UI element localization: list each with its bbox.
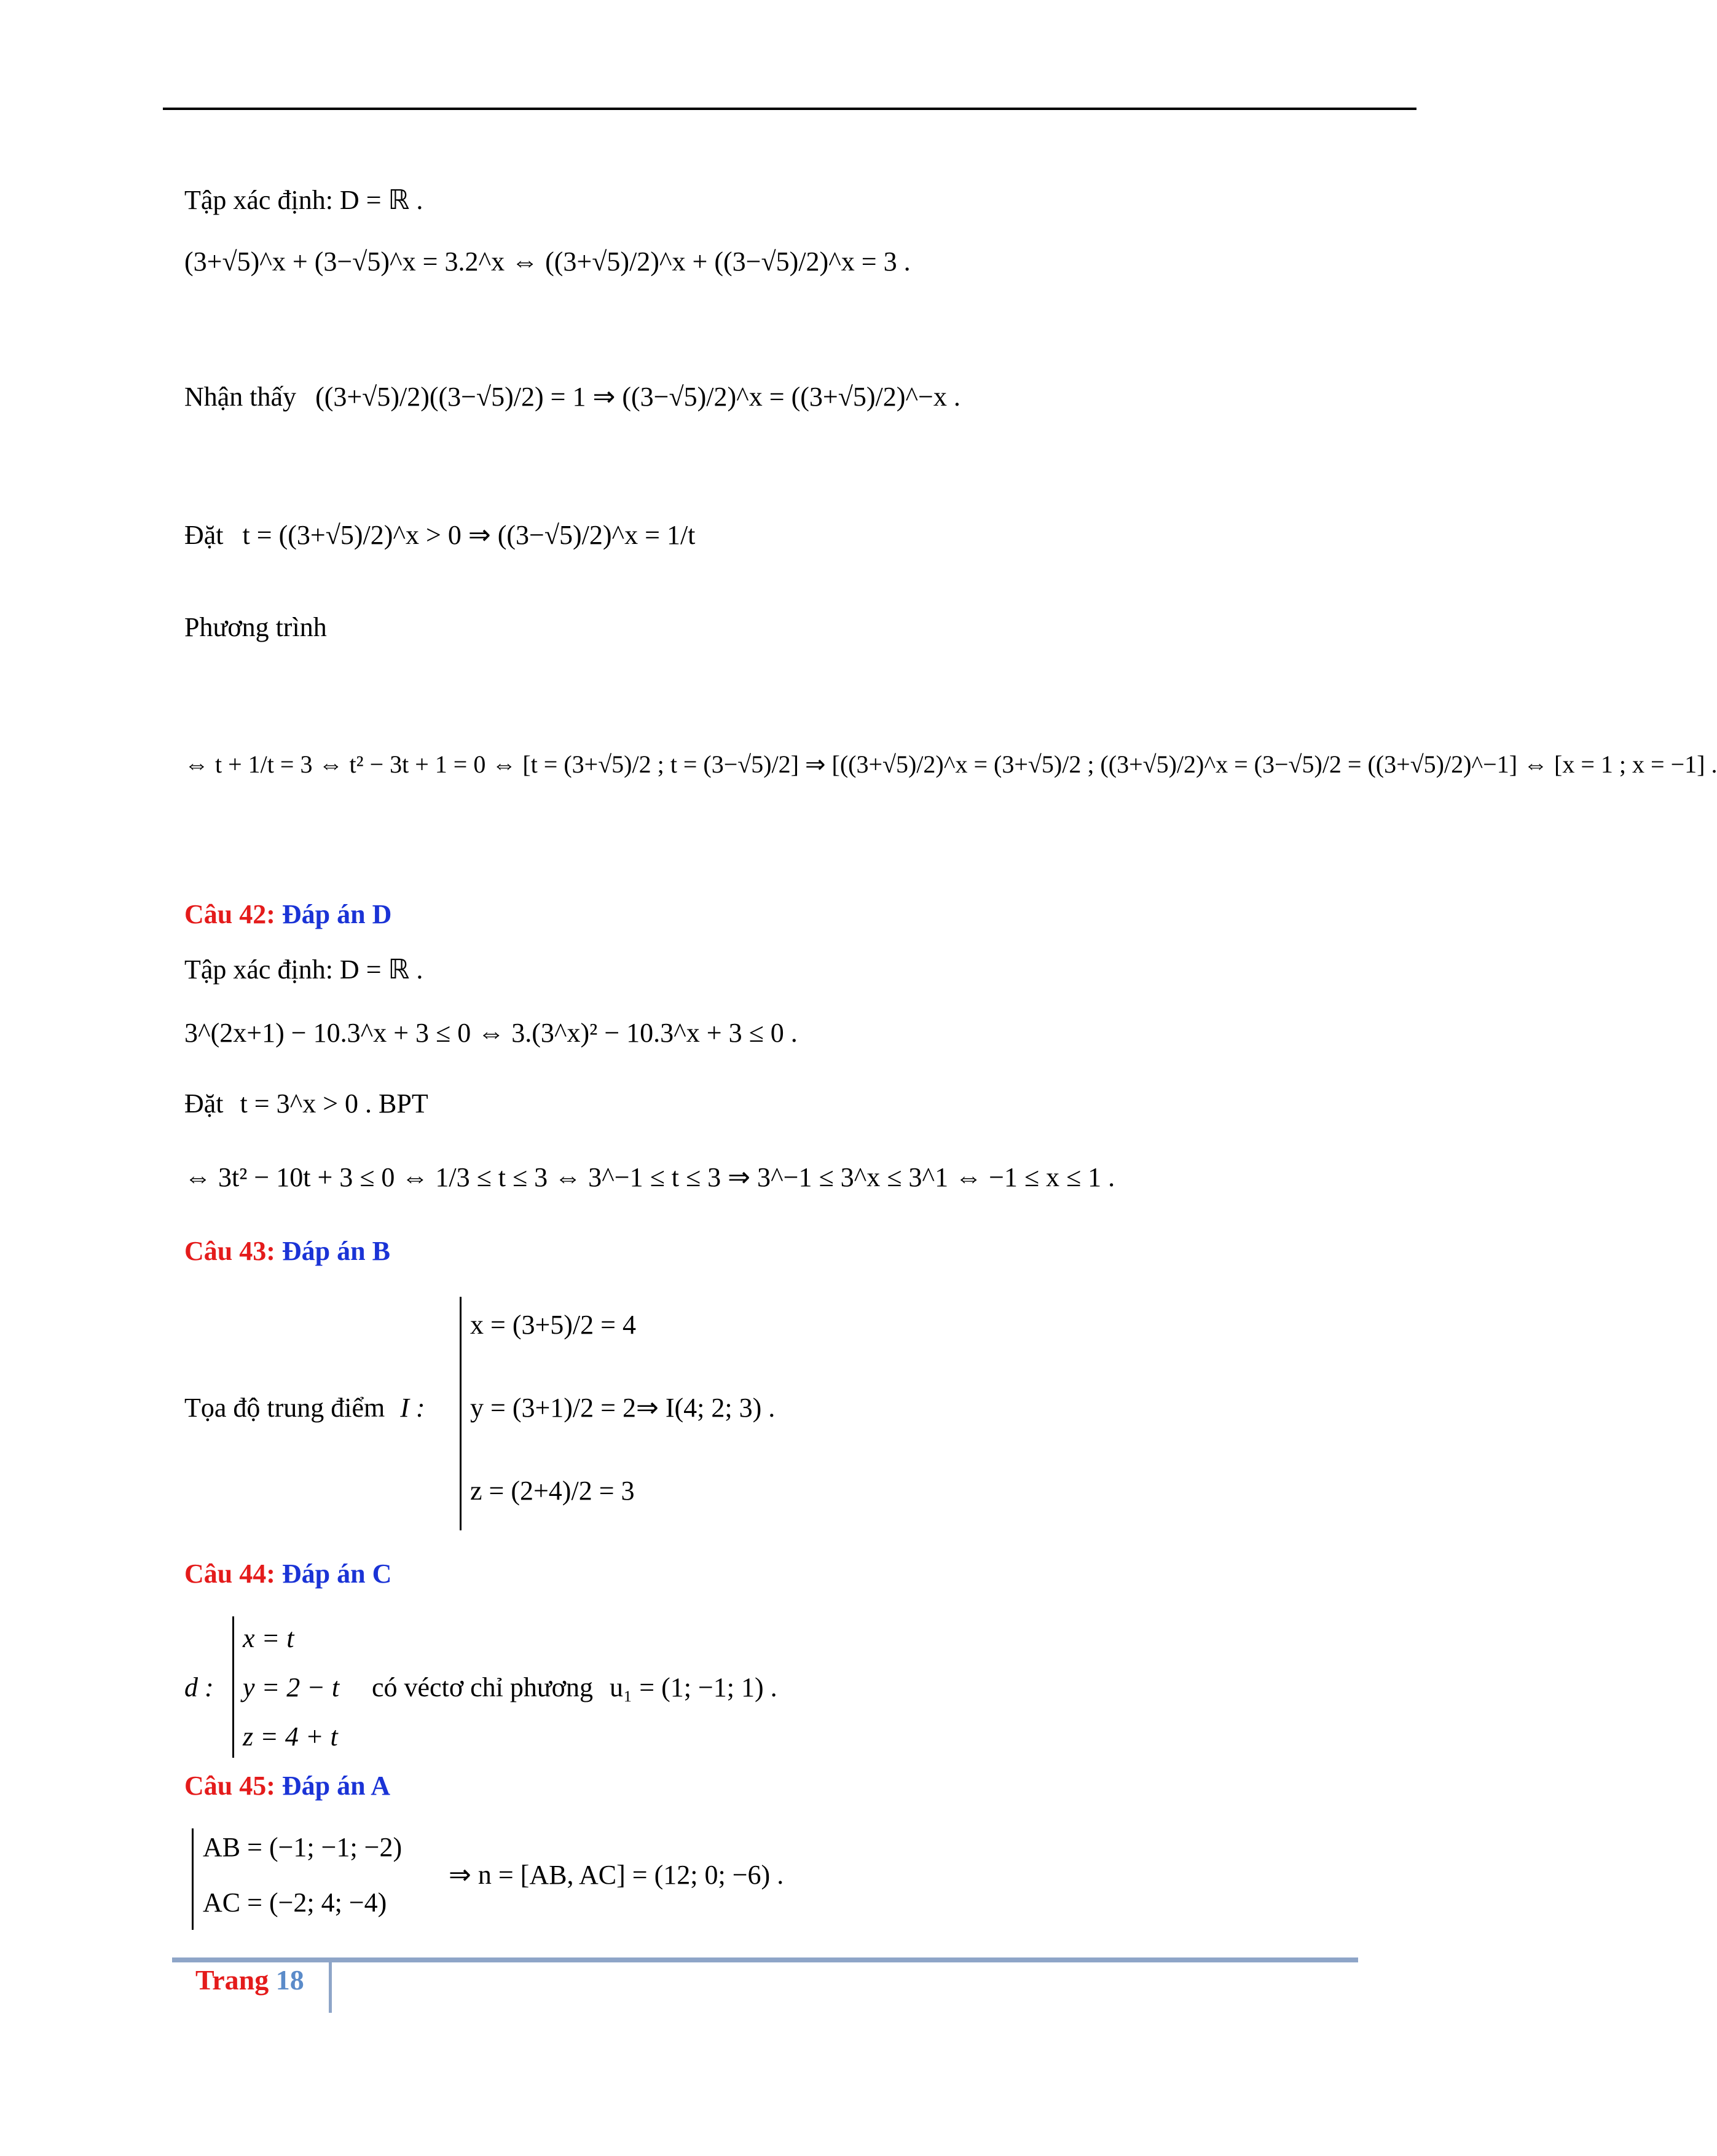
question-43-number: Câu 43: bbox=[184, 1236, 275, 1266]
footer-label: Trang bbox=[195, 1964, 269, 1996]
q42-domain-line bbox=[184, 954, 423, 985]
question-45-answer: Đáp án A bbox=[281, 1771, 390, 1801]
q43-system-brace bbox=[460, 1297, 462, 1530]
q42-substitution bbox=[184, 1088, 428, 1119]
q45-system-brace bbox=[192, 1828, 194, 1930]
q43-point-label: I : bbox=[400, 1393, 425, 1423]
q44-x-eq bbox=[243, 1623, 294, 1654]
q43-x-eq bbox=[470, 1309, 636, 1340]
q45-ab bbox=[203, 1831, 402, 1863]
q45-result-text: ⇒ n = [AB, AC] = (12; 0; −6) . bbox=[449, 1860, 784, 1890]
q45-ab-text: AB = (−1; −1; −2) bbox=[203, 1832, 403, 1862]
footer-divider bbox=[329, 1961, 332, 2013]
solution-chain bbox=[184, 750, 1717, 779]
q44-direction-vector: u₁ = (1; −1; 1) . bbox=[609, 1672, 777, 1702]
q42-substitution-text: t = 3^x > 0 . BPT bbox=[240, 1088, 428, 1119]
page-number: 18 bbox=[275, 1964, 304, 1996]
question-44-answer: Đáp án C bbox=[281, 1559, 392, 1589]
q43-z-eq bbox=[470, 1475, 635, 1506]
observation-line bbox=[184, 381, 961, 412]
footer-rule bbox=[172, 1957, 1358, 1962]
q43-result bbox=[636, 1392, 775, 1423]
question-43-header bbox=[184, 1235, 390, 1267]
observation-text: ((3+√5)/2)((3−√5)/2) = 1 ⇒ ((3−√5)/2)^x = ((3+√5)/2)^−x . bbox=[315, 382, 961, 412]
observation-label: Nhận thấy bbox=[184, 382, 297, 412]
substitution-text: t = ((3+√5)/2)^x > 0 ⇒ ((3−√5)/2)^x = 1/t bbox=[242, 520, 696, 550]
q44-y-eq bbox=[243, 1672, 339, 1703]
q44-d-label bbox=[184, 1672, 214, 1703]
q44-z-eq-text: z = 4 + t bbox=[243, 1721, 338, 1752]
solution-chain-text: ⇔ t + 1/t = 3 ⇔ t² − 3t + 1 = 0 ⇔ [t = (3+√5)/2 ; t = (3−√5)/2] ⇒ [((3+√5)/2)^x = (3+√5)/2 ; ((3+√5)/2)^x = (3−√5)/2 = ((3+√5)/2)^−1] ⇔ [x = 1 ; x = −1] . bbox=[184, 750, 1717, 778]
domain-label: Tập xác định: bbox=[184, 185, 333, 215]
page-footer bbox=[195, 1964, 304, 1996]
q44-system-brace bbox=[232, 1616, 234, 1758]
q43-x-eq-text: x = (3+5)/2 = 4 bbox=[470, 1310, 636, 1340]
equation-1-text: (3+√5)^x + (3−√5)^x = 3.2^x ⇔ ((3+√5)/2)^x + ((3−√5)/2)^x = 3 . bbox=[184, 246, 911, 277]
q42-solution-text: ⇔ 3t² − 10t + 3 ≤ 0 ⇔ 1/3 ≤ t ≤ 3 ⇔ 3^−1 ≤ t ≤ 3 ⇒ 3^−1 ≤ 3^x ≤ 3^1 ⇔ −1 ≤ x ≤ 1 . bbox=[184, 1162, 1115, 1192]
question-44-header bbox=[184, 1558, 391, 1589]
domain-line bbox=[184, 184, 423, 216]
q42-equation-text: 3^(2x+1) − 10.3^x + 3 ≤ 0 ⇔ 3.(3^x)² − 10.3^x + 3 ≤ 0 . bbox=[184, 1018, 798, 1048]
q44-direction-text: có véctơ chỉ phương bbox=[372, 1672, 593, 1702]
q45-ac-text: AC = (−2; 4; −4) bbox=[203, 1887, 387, 1918]
question-44-number: Câu 44: bbox=[184, 1559, 275, 1589]
q42-equation bbox=[184, 1017, 798, 1048]
q42-domain-label: Tập xác định: bbox=[184, 954, 333, 985]
equation-1 bbox=[184, 246, 911, 277]
q43-result-text: ⇒ I(4; 2; 3) . bbox=[636, 1393, 776, 1423]
question-43-answer: Đáp án B bbox=[281, 1236, 390, 1266]
substitution-line bbox=[184, 519, 695, 551]
q44-z-eq bbox=[243, 1721, 338, 1752]
question-45-header bbox=[184, 1770, 390, 1801]
top-rule bbox=[163, 108, 1416, 110]
domain-value: D = ℝ . bbox=[339, 185, 423, 215]
substitution-label: Đặt bbox=[184, 520, 224, 550]
q42-solution bbox=[184, 1162, 1115, 1193]
q43-y-eq bbox=[470, 1392, 636, 1423]
q42-domain-value: D = ℝ . bbox=[339, 954, 423, 985]
q44-y-eq-text: y = 2 − t bbox=[243, 1672, 340, 1702]
q44-d-label-text: d : bbox=[184, 1672, 214, 1702]
q43-midpoint-label: Tọa độ trung điểm bbox=[184, 1393, 385, 1423]
question-45-number: Câu 45: bbox=[184, 1771, 275, 1801]
q43-midpoint-label-line bbox=[184, 1392, 425, 1423]
q43-y-eq-text: y = (3+1)/2 = 2 bbox=[470, 1393, 636, 1423]
q44-direction-line bbox=[372, 1672, 777, 1703]
q42-substitution-label: Đặt bbox=[184, 1088, 224, 1119]
question-42-header bbox=[184, 899, 391, 930]
question-42-answer: Đáp án D bbox=[281, 899, 392, 929]
q45-result bbox=[449, 1859, 784, 1890]
q45-ac bbox=[203, 1887, 387, 1918]
equation-label: Phương trình bbox=[184, 612, 327, 642]
q44-x-eq-text: x = t bbox=[243, 1623, 294, 1653]
question-42-number: Câu 42: bbox=[184, 899, 275, 929]
q43-z-eq-text: z = (2+4)/2 = 3 bbox=[470, 1476, 635, 1506]
equation-label-line bbox=[184, 612, 327, 643]
